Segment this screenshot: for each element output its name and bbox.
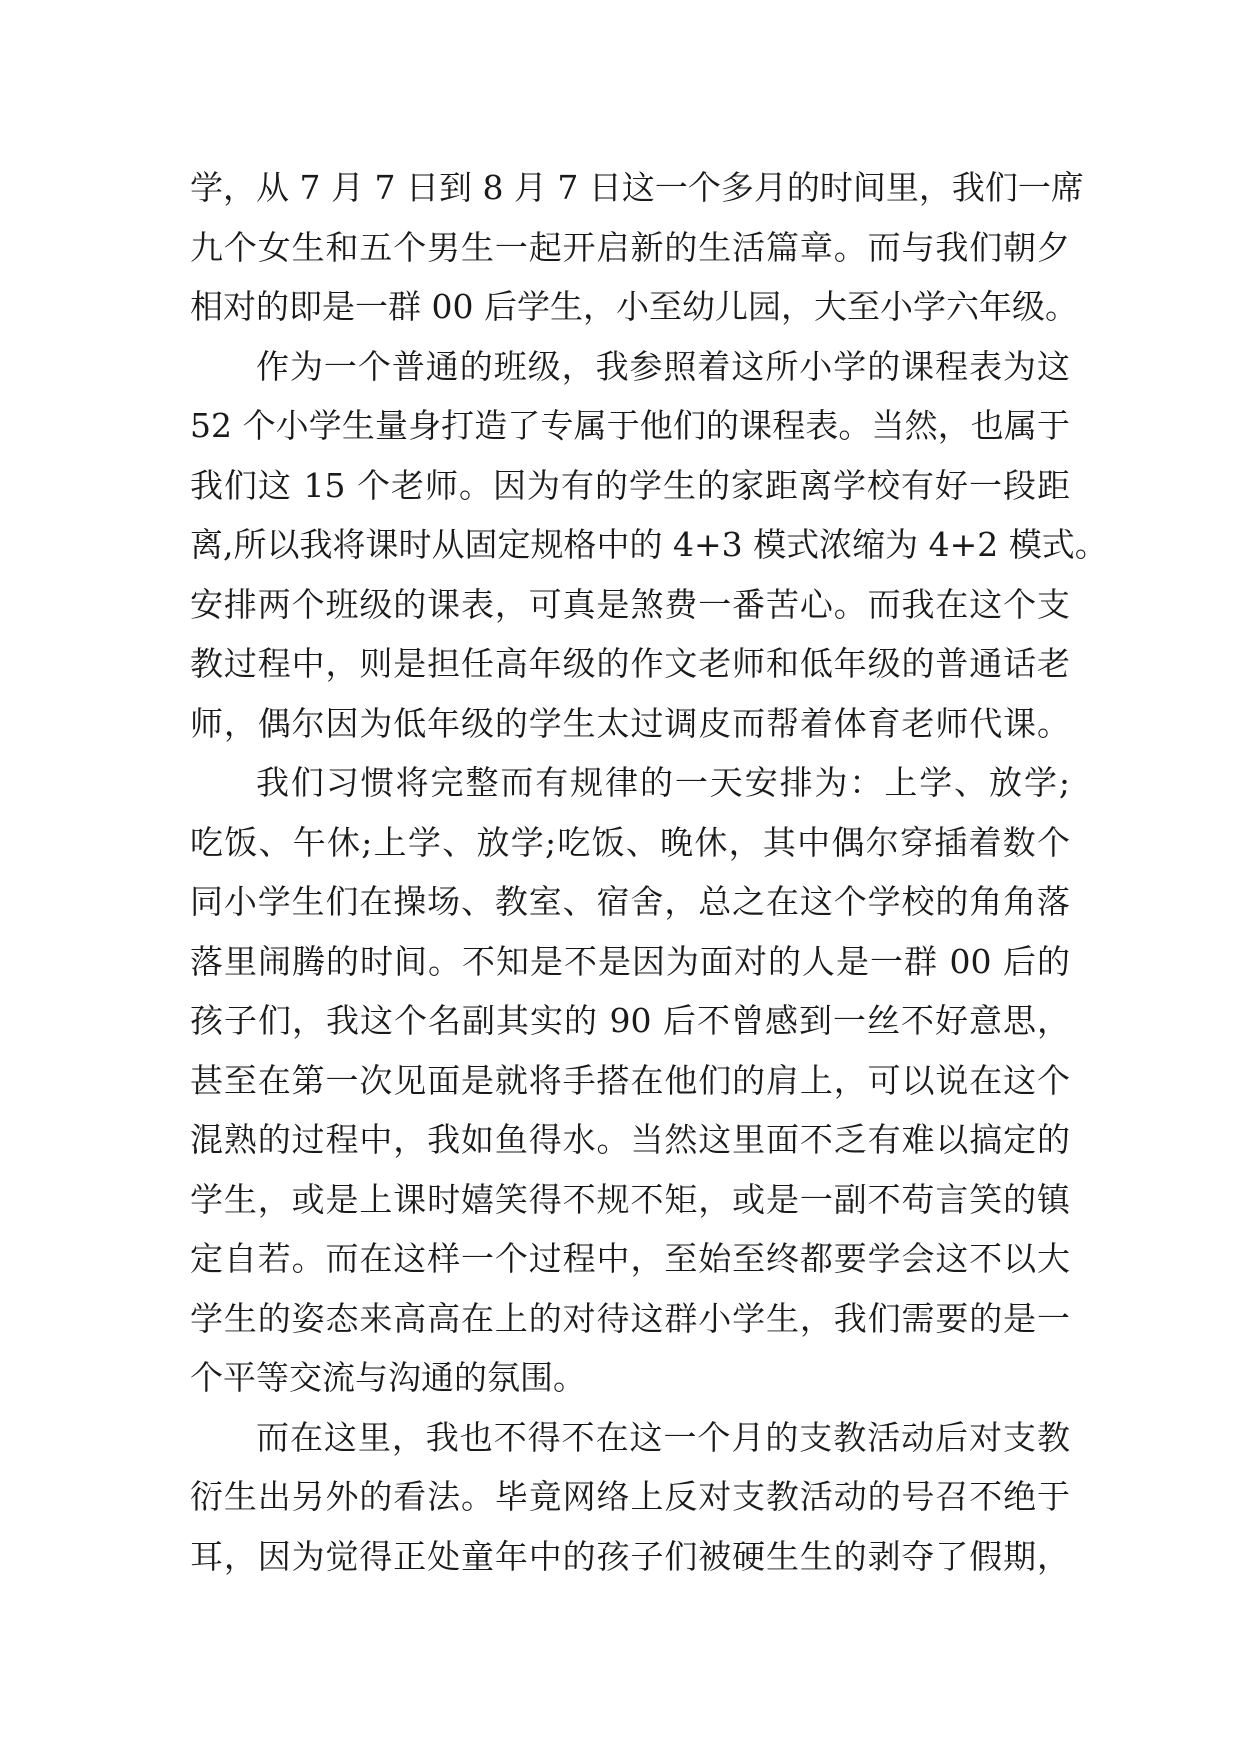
document-body	[190, 158, 1108, 1586]
text-line: 离,所以我将课时从固定规格中的 4+3 模式浓缩为 4+2 模式。	[190, 525, 1108, 564]
text-line: 落里闹腾的时间。不知是不是因为面对的人是一群 00 后的	[190, 941, 1070, 981]
text-line: 混熟的过程中，我如鱼得水。当然这里面不乏有难以搞定的	[190, 1120, 1070, 1159]
text-line: 作为一个普通的班级，我参照着这所小学的课程表为这	[256, 346, 1070, 386]
text-line: 衍生出另外的看法。毕竟网络上反对支教活动的号召不绝于	[190, 1477, 1070, 1516]
paragraph-1	[190, 158, 1084, 337]
text-line: 定自若。而在这样一个过程中，至始至终都要学会这不以大	[190, 1239, 1070, 1278]
text-line: 孩子们，我这个名副其实的 90 后不曾感到一丝不好意思，	[190, 1001, 1070, 1040]
paragraph-2	[190, 337, 1108, 754]
text-line: 相对的即是一群 00 后学生，小至幼儿园，大至小学六年级。	[190, 287, 1078, 326]
paragraph-4	[190, 1408, 1070, 1587]
text-line: 安排两个班级的课表，可真是煞费一番苦心。而我在这个支	[190, 584, 1070, 624]
text-line: 个平等交流与沟通的氛围。	[190, 1358, 586, 1397]
paragraph-3	[190, 753, 1070, 1408]
text-line: 学，从 7 月 7 日到 8 月 7 日这一个多月的时间里，我们一席	[190, 168, 1084, 207]
text-line: 耳，因为觉得正处童年中的孩子们被硬生生的剥夺了假期，	[190, 1536, 1070, 1576]
text-line: 学生的姿态来高高在上的对待这群小学生，我们需要的是一	[190, 1298, 1070, 1338]
text-line: 甚至在第一次见面是就将手搭在他们的肩上，可以说在这个	[190, 1060, 1070, 1100]
text-line: 我们这 15 个老师。因为有的学生的家距离学校有好一段距	[190, 465, 1070, 505]
text-line: 52 个小学生量身打造了专属于他们的课程表。当然，也属于	[190, 406, 1070, 445]
text-line: 同小学生们在操场、教室、宿舍，总之在这个学校的角角落	[190, 882, 1070, 921]
text-line: 九个女生和五个男生一起开启新的生活篇章。而与我们朝夕	[190, 227, 1070, 267]
text-line: 而在这里，我也不得不在这一个月的支教活动后对支教	[256, 1417, 1070, 1457]
text-line: 教过程中，则是担任高年级的作文老师和低年级的普通话老	[190, 644, 1070, 683]
text-line: 我们习惯将完整而有规律的一天安排为：上学、放学;	[256, 763, 1070, 802]
text-line: 师，偶尔因为低年级的学生太过调皮而帮着体育老师代课。	[190, 703, 1070, 743]
text-line: 吃饭、午休;上学、放学;吃饭、晚休，其中偶尔穿插着数个	[190, 822, 1070, 862]
text-line: 学生，或是上课时嬉笑得不规不矩，或是一副不苟言笑的镇	[190, 1179, 1070, 1219]
